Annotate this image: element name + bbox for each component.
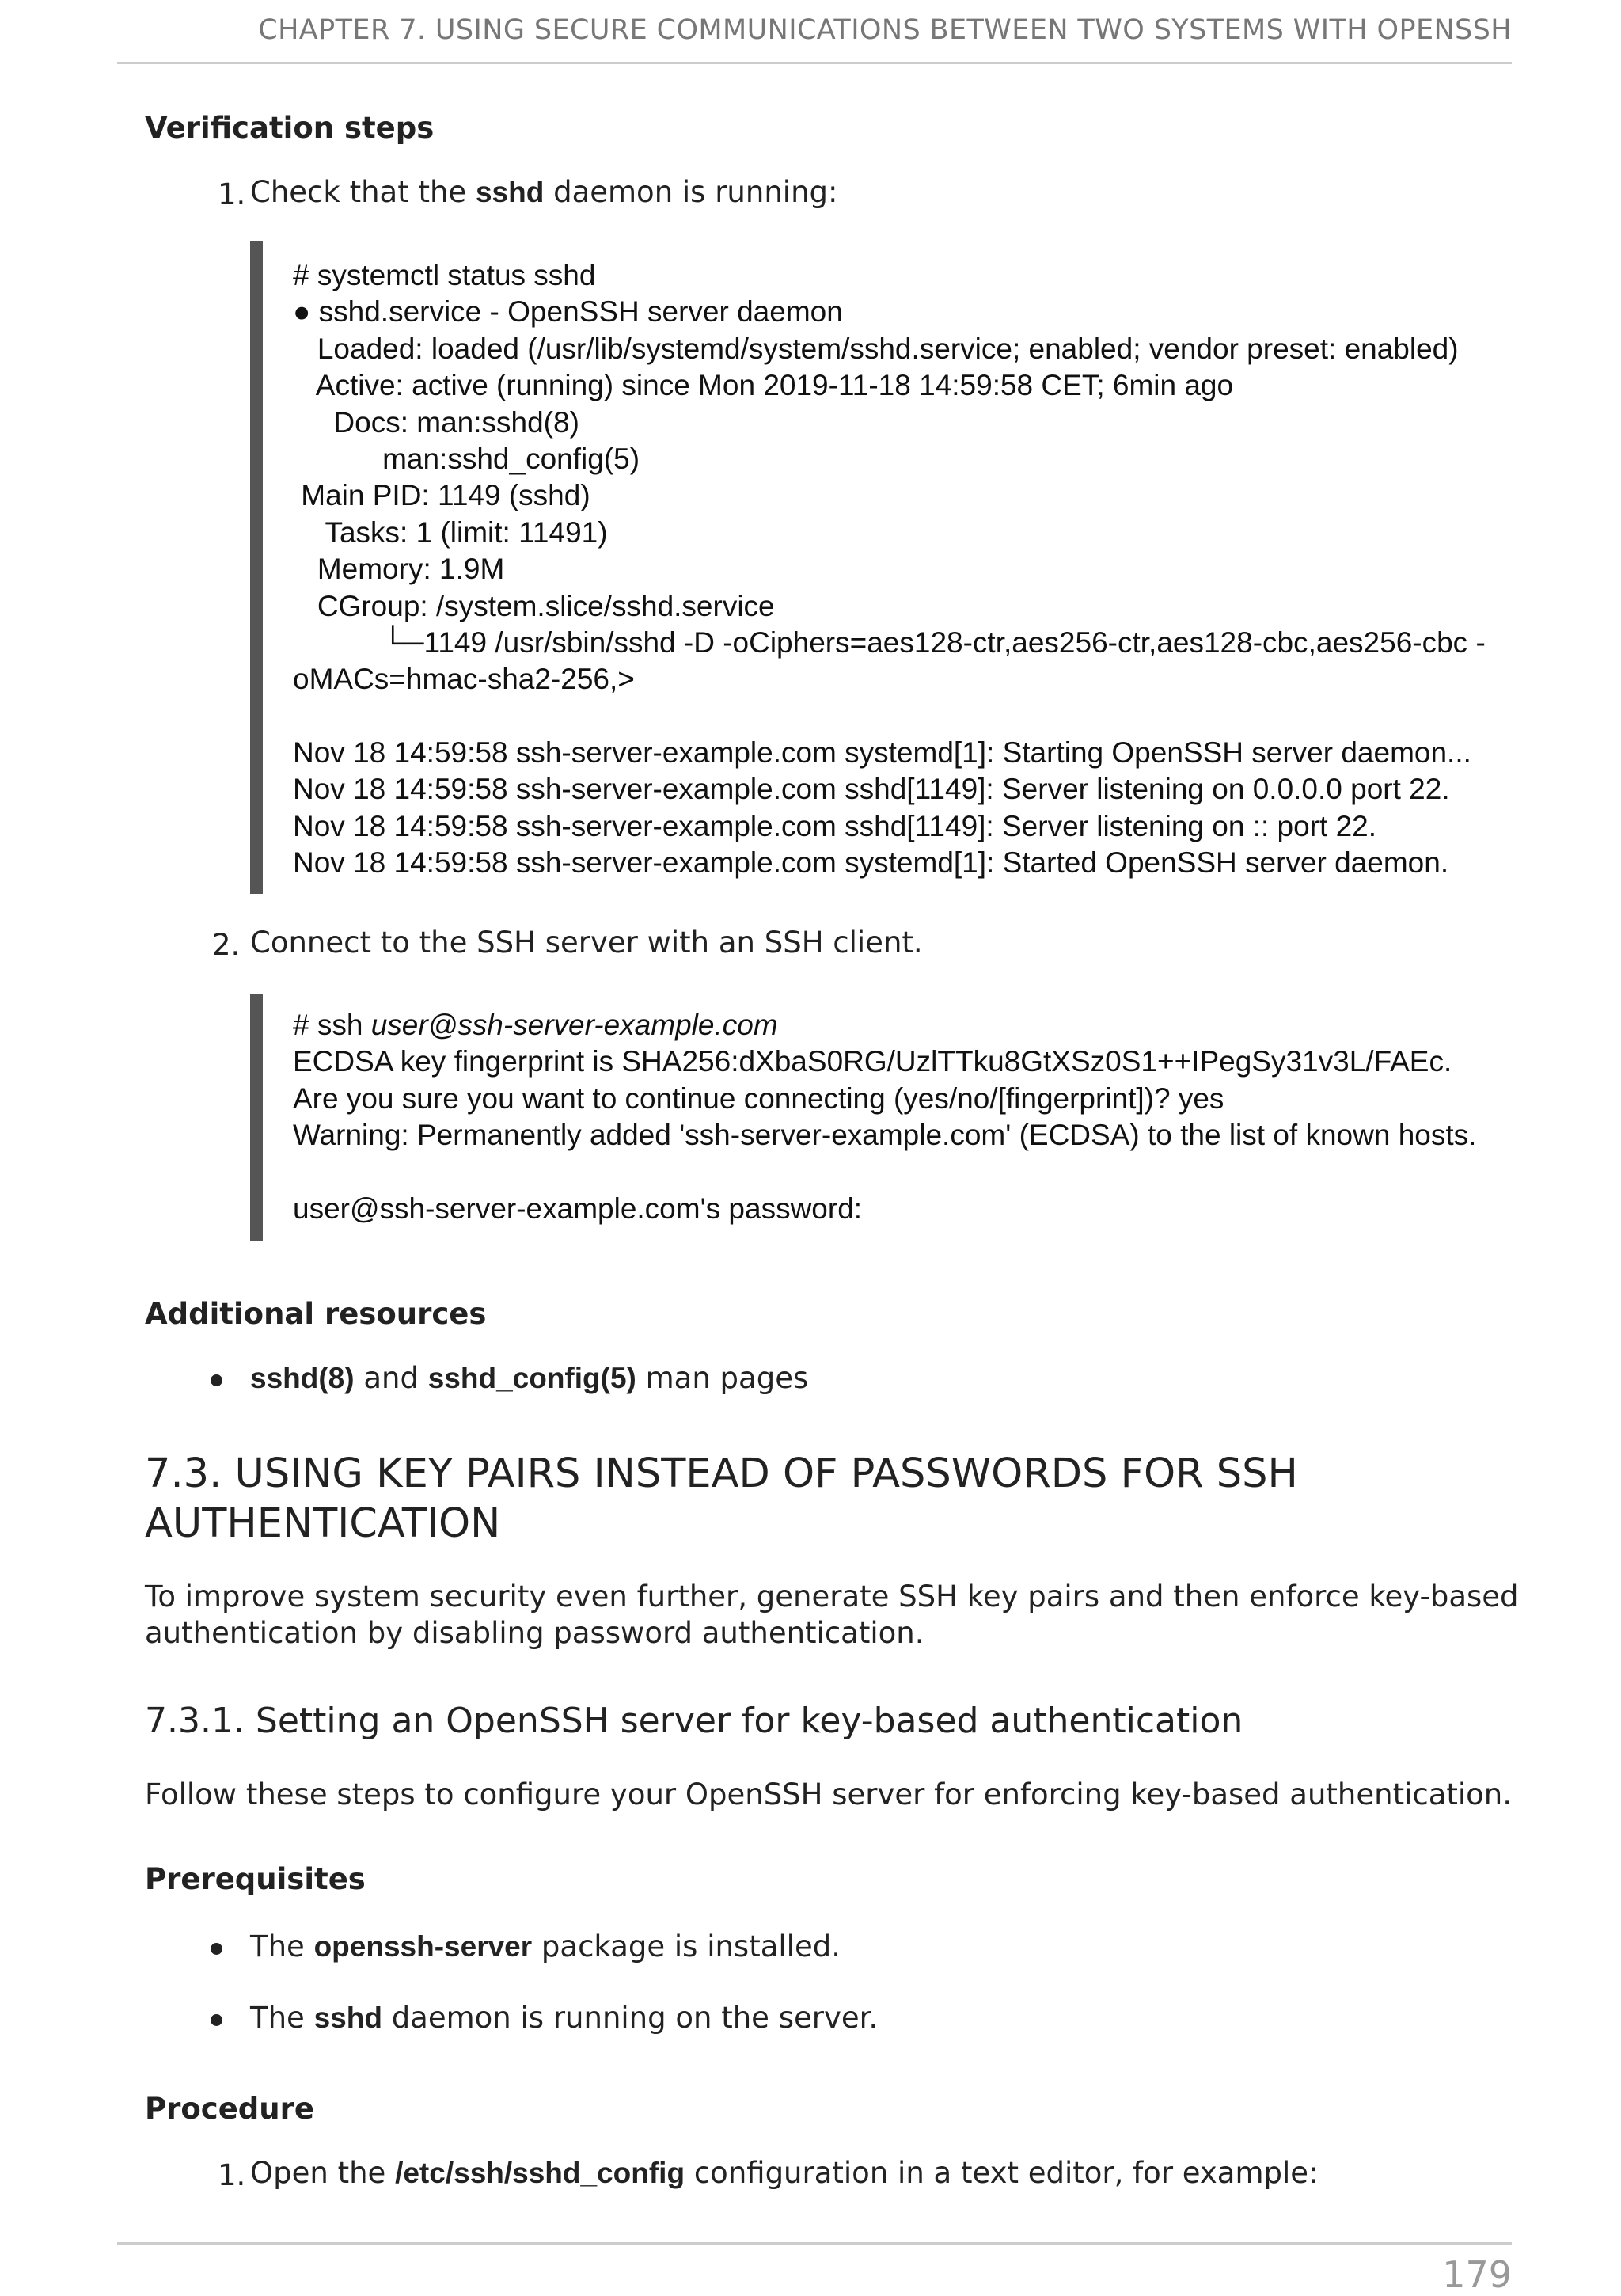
code-line: Main PID: 1149 (sshd)	[293, 479, 590, 512]
verification-heading: Verification steps	[145, 111, 435, 145]
code-line: # systemctl status sshd	[293, 259, 596, 291]
code-line: Tasks: 1 (limit: 11491)	[293, 515, 608, 549]
step-1-number: 1.	[218, 177, 246, 211]
code-line: Nov 18 14:59:58 ssh-server-example.com sshd[1149]: Server listening on :: port 22.	[293, 809, 1377, 842]
running-header: CHAPTER 7. USING SECURE COMMUNICATIONS BETWEEN TWO SYSTEMS WITH OPENSSH	[258, 14, 1512, 46]
prereq-item-2: The sshd daemon is running on the server.	[250, 2001, 879, 2035]
code-line: ECDSA key fingerprint is SHA256:dXbaS0RG/UzlTTku8GtXSz0S1++IPegSy31v3L/FAEc.	[293, 1045, 1452, 1078]
section-7-3-title: 7.3. USING KEY PAIRS INSTEAD OF PASSWORDS FOR SSH AUTHENTICATION	[145, 1450, 1298, 1547]
ssh-command-line: # ssh user@ssh-server-example.com	[293, 1009, 778, 1041]
section-7-3-1-title: 7.3.1. Setting an OpenSSH server for key-based authentication	[145, 1701, 1243, 1741]
code-line: user@ssh-server-example.com's password:	[293, 1192, 863, 1225]
code-line: └─1149 /usr/sbin/sshd -D -oCiphers=aes128-ctr,aes256-ctr,aes128-cbc,aes256-cbc -	[293, 625, 1486, 659]
code-lines	[293, 257, 1486, 882]
code-line: Nov 18 14:59:58 ssh-server-example.com systemd[1]: Starting OpenSSH server daemon...	[293, 736, 1471, 770]
procedure-step-1-text: Open the /etc/ssh/sshd_config configuration in a text editor, for example:	[250, 2156, 1319, 2190]
page-number: 179	[1442, 2253, 1512, 2296]
section-7-3-paragraph: To improve system security even further, generate SSH key pairs and then enforce key-based authentication by disabling password authentication.	[145, 1579, 1519, 1650]
systemctl-status-code-block	[250, 241, 1486, 894]
additional-resources-heading: Additional resources	[145, 1297, 487, 1331]
prereq-item-1: The openssh-server package is installed.	[250, 1929, 841, 1963]
header-divider	[117, 62, 1512, 64]
code-line: Active: active (running) since Mon 2019-11-18 14:59:58 CET; 6min ago	[293, 369, 1234, 402]
code-line: Memory: 1.9M	[293, 553, 505, 586]
code-line: ● sshd.service - OpenSSH server daemon	[293, 295, 843, 329]
code-line	[293, 698, 1486, 735]
code-line: oMACs=hmac-sha2-256,>	[293, 663, 635, 696]
procedure-heading: Procedure	[145, 2092, 314, 2126]
step-2-number: 2.	[212, 928, 241, 962]
ssh-connect-code-block	[250, 994, 1476, 1241]
procedure-step-1-number: 1.	[218, 2158, 246, 2192]
code-line: Warning: Permanently added 'ssh-server-example.com' (ECDSA) to the list of known hosts.	[293, 1119, 1477, 1152]
bullet-dot	[211, 1943, 222, 1955]
code-lines	[293, 1043, 1476, 1227]
step-2-text: Connect to the SSH server with an SSH client.	[250, 926, 923, 960]
bullet-dot	[211, 2014, 222, 2026]
step-1-text: Check that the sshd daemon is running:	[250, 175, 838, 209]
code-line: CGroup: /system.slice/sshd.service	[293, 589, 775, 622]
code-line: Docs: man:sshd(8)	[293, 405, 579, 439]
man-pages-item: sshd(8) and sshd_config(5) man pages	[250, 1361, 809, 1395]
code-line	[293, 1154, 1476, 1191]
code-line: Nov 18 14:59:58 ssh-server-example.com systemd[1]: Started OpenSSH server daemon.	[293, 846, 1449, 880]
sshd-keyword: sshd	[475, 176, 545, 208]
code-line: Nov 18 14:59:58 ssh-server-example.com sshd[1149]: Server listening on 0.0.0.0 port 22.	[293, 773, 1450, 806]
prerequisites-heading: Prerequisites	[145, 1862, 366, 1896]
code-line: man:sshd_config(5)	[293, 442, 640, 475]
code-line: Are you sure you want to continue connecting (yes/no/[fingerprint])? yes	[293, 1081, 1224, 1115]
section-7-3-1-intro: Follow these steps to configure your OpenSSH server for enforcing key-based authentication.	[145, 1777, 1513, 1811]
footer-divider	[117, 2242, 1512, 2245]
code-line: Loaded: loaded (/usr/lib/systemd/system/sshd.service; enabled; vendor preset: enabled)	[293, 332, 1459, 365]
bullet-dot	[211, 1374, 222, 1386]
